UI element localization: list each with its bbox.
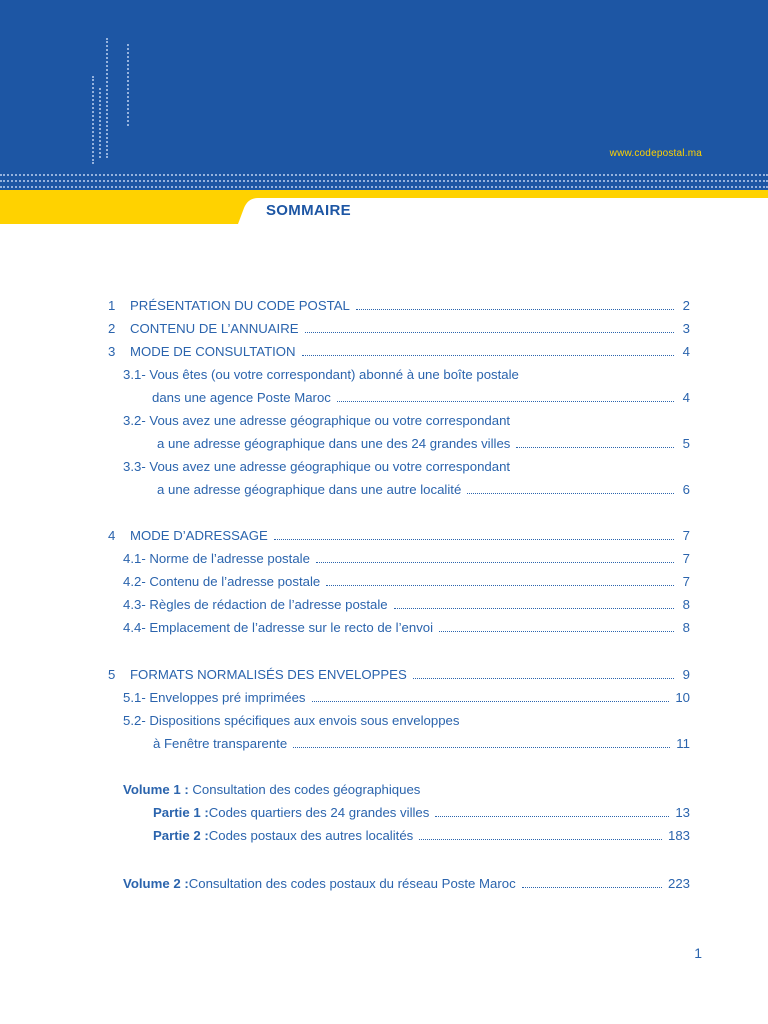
toc-label: 5.2- Dispositions spécifiques aux envois sous enveloppes [123, 713, 460, 728]
volume-label: Volume 2 : [123, 876, 189, 891]
toc-page: 9 [682, 667, 690, 682]
website-url: www.codepostal.ma [609, 148, 702, 159]
dot-leader [274, 539, 674, 540]
toc-label: 5.1- Enveloppes pré imprimées [123, 690, 306, 705]
decorative-dots [99, 88, 101, 158]
toc-number: 4 [108, 528, 116, 543]
toc-number: 2 [108, 321, 116, 336]
toc-page: 183 [667, 828, 690, 843]
toc-page: 11 [676, 736, 690, 751]
dot-leader [516, 447, 674, 448]
toc-entry [123, 620, 690, 636]
toc-label: Consultation des codes postaux du réseau Poste Maroc [188, 876, 516, 891]
toc-entry [108, 321, 690, 337]
toc-page: 7 [682, 528, 690, 543]
toc-page: 5 [682, 436, 690, 451]
toc-label: à Fenêtre transparente [153, 736, 288, 751]
dot-leader [293, 747, 670, 748]
dot-leader [302, 355, 674, 356]
dot-leader [435, 816, 669, 817]
toc-entry [152, 390, 690, 406]
toc-label: 3.1- Vous êtes (ou votre correspondant) abonné à une boîte postale [123, 367, 519, 382]
toc-entry [157, 436, 690, 452]
toc-label: a une adresse géographique dans une des 24 grandes villes [157, 436, 511, 451]
toc-number: 3 [108, 344, 116, 359]
decorative-dots [127, 44, 129, 126]
dot-leader [326, 585, 674, 586]
toc-entry [157, 482, 690, 498]
volume-label: Volume 1 : [123, 782, 189, 797]
part-label: Partie 1 : [153, 805, 209, 820]
page-number: 1 [694, 945, 702, 961]
dot-leader [312, 701, 670, 702]
toc-entry [108, 298, 690, 314]
toc-label: Codes postaux des autres localités [208, 828, 414, 843]
toc-page: 8 [682, 620, 690, 635]
toc-label: FORMATS NORMALISÉS DES ENVELOPPES [130, 667, 407, 682]
toc-entry [123, 876, 690, 892]
decorative-dots [0, 180, 768, 182]
toc-label: CONTENU DE L’ANNUAIRE [130, 321, 299, 336]
toc-page: 10 [675, 690, 690, 705]
toc-label: 4.4- Emplacement de l’adresse sur le recto de l’envoi [123, 620, 434, 635]
dot-leader [394, 608, 674, 609]
toc-page: 7 [682, 574, 690, 589]
toc-entry [108, 667, 690, 683]
toc-label: MODE D’ADRESSAGE [130, 528, 268, 543]
toc-entry [153, 828, 690, 844]
toc-label: 3.2- Vous avez une adresse géographique ou votre correspondant [123, 413, 511, 428]
toc-label: a une adresse géographique dans une autre localité [157, 482, 462, 497]
toc-label: dans une agence Poste Maroc [152, 390, 331, 405]
dot-leader [413, 678, 674, 679]
dot-leader [337, 401, 674, 402]
toc-entry [123, 690, 690, 706]
toc-label: PRÉSENTATION DU CODE POSTAL [130, 298, 350, 313]
volume-title [123, 782, 420, 798]
toc-entry [153, 805, 690, 821]
toc-entry [108, 528, 690, 544]
toc-page: 2 [682, 298, 690, 313]
decorative-dots [0, 186, 768, 188]
toc-label: 4.2- Contenu de l’adresse postale [123, 574, 321, 589]
toc-number: 1 [108, 298, 116, 313]
yellow-band [0, 190, 768, 226]
dot-leader [316, 562, 674, 563]
toc-entry [123, 551, 690, 567]
toc-page: 4 [682, 344, 690, 359]
decorative-dots [106, 38, 108, 158]
toc-label: MODE DE CONSULTATION [130, 344, 296, 359]
decorative-dots [92, 76, 94, 164]
toc-number: 5 [108, 667, 116, 682]
dot-leader [439, 631, 674, 632]
part-label: Partie 2 : [153, 828, 209, 843]
toc-label: 4.1- Norme de l’adresse postale [123, 551, 310, 566]
toc-page: 223 [667, 876, 690, 891]
decorative-dots [0, 174, 768, 176]
volume-text: Consultation des codes géographiques [188, 782, 421, 797]
toc-page: 13 [675, 805, 690, 820]
toc-label: 4.3- Règles de rédaction de l’adresse postale [123, 597, 388, 612]
toc-entry [123, 597, 690, 613]
dot-leader [356, 309, 674, 310]
dot-leader [522, 887, 662, 888]
toc-label: Codes quartiers des 24 grandes villes [208, 805, 430, 820]
toc-entry [153, 736, 690, 752]
dot-leader [419, 839, 662, 840]
toc-label: 3.3- Vous avez une adresse géographique ou votre correspondant [123, 459, 511, 474]
toc-page: 4 [682, 390, 690, 405]
header-banner [0, 0, 768, 196]
toc-page: 3 [682, 321, 690, 336]
toc-entry [123, 574, 690, 590]
toc-page: 6 [682, 482, 690, 497]
page-title: SOMMAIRE [266, 202, 351, 219]
toc-page: 7 [682, 551, 690, 566]
dot-leader [467, 493, 674, 494]
dot-leader [305, 332, 674, 333]
toc-entry [108, 344, 690, 360]
toc-page: 8 [682, 597, 690, 612]
